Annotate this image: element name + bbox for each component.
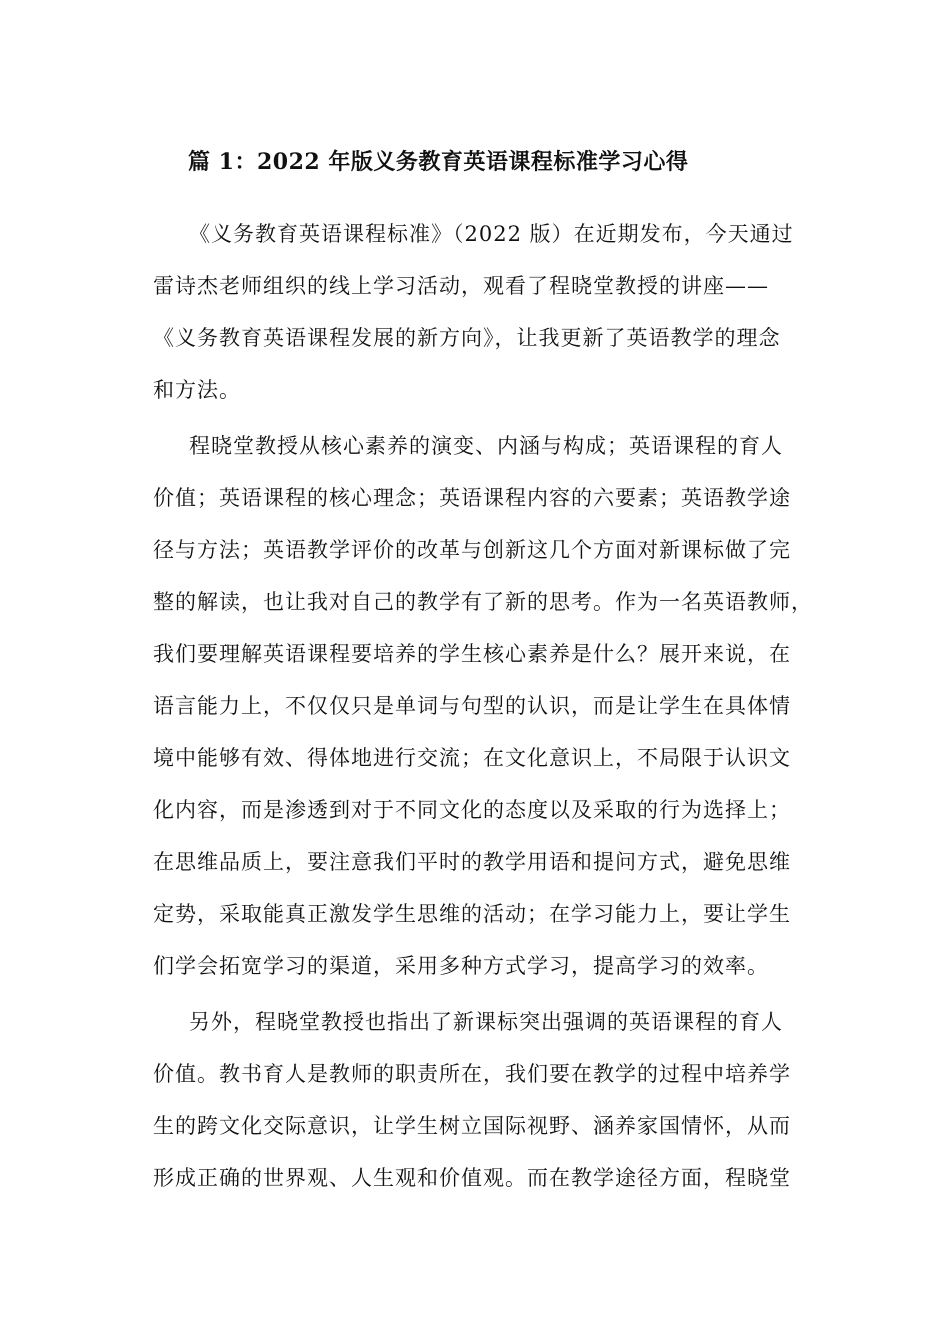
paragraph-line: 《义务教育英语课程标准》（2022 版）在近期发布，今天通过	[189, 222, 794, 246]
paragraph-line: 雷诗杰老师组织的线上学习活动，观看了程晓堂教授的讲座——	[153, 274, 769, 298]
document-title: 篇 1：2022 年版义务教育英语课程标准学习心得	[188, 149, 689, 175]
paragraph-line: 程晓堂教授从核心素养的演变、内涵与构成；英语课程的育人	[189, 434, 783, 458]
paragraph-line: 另外，程晓堂教授也指出了新课标突出强调的英语课程的育人	[189, 1010, 783, 1034]
paragraph-line: 形成正确的世界观、人生观和价值观。而在教学途径方面，程晓堂	[153, 1166, 791, 1190]
paragraph-1	[153, 208, 813, 416]
paragraph-line: 整的解读，也让我对自己的教学有了新的思考。作为一名英语教师，	[153, 590, 813, 614]
paragraph-line: 径与方法；英语教学评价的改革与创新这几个方面对新课标做了完	[153, 538, 791, 562]
paragraph-line: 《义务教育英语课程发展的新方向》，让我更新了英语教学的理念	[153, 326, 781, 350]
paragraph-line: 价值。教书育人是教师的职责所在，我们要在教学的过程中培养学	[153, 1062, 791, 1086]
paragraph-line: 们学会拓宽学习的渠道，采用多种方式学习，提高学习的效率。	[153, 954, 769, 978]
paragraph-line: 和方法。	[153, 378, 241, 402]
paragraph-line: 语言能力上，不仅仅只是单词与句型的认识，而是让学生在具体情	[153, 694, 791, 718]
paragraph-line: 在思维品质上，要注意我们平时的教学用语和提问方式，避免思维	[153, 850, 791, 874]
paragraph-3	[153, 996, 813, 1204]
paragraph-line: 境中能够有效、得体地进行交流；在文化意识上，不局限于认识文	[153, 746, 791, 770]
paragraph-2	[153, 420, 813, 992]
paragraph-line: 价值；英语课程的核心理念；英语课程内容的六要素；英语教学途	[153, 486, 791, 510]
paragraph-line: 定势，采取能真正激发学生思维的活动；在学习能力上，要让学生	[153, 902, 791, 926]
paragraph-line: 我们要理解英语课程要培养的学生核心素养是什么？展开来说，在	[153, 642, 791, 666]
paragraph-line: 化内容，而是渗透到对于不同文化的态度以及采取的行为选择上；	[153, 798, 791, 822]
paragraph-line: 生的跨文化交际意识，让学生树立国际视野、涵养家国情怀，从而	[153, 1114, 791, 1138]
